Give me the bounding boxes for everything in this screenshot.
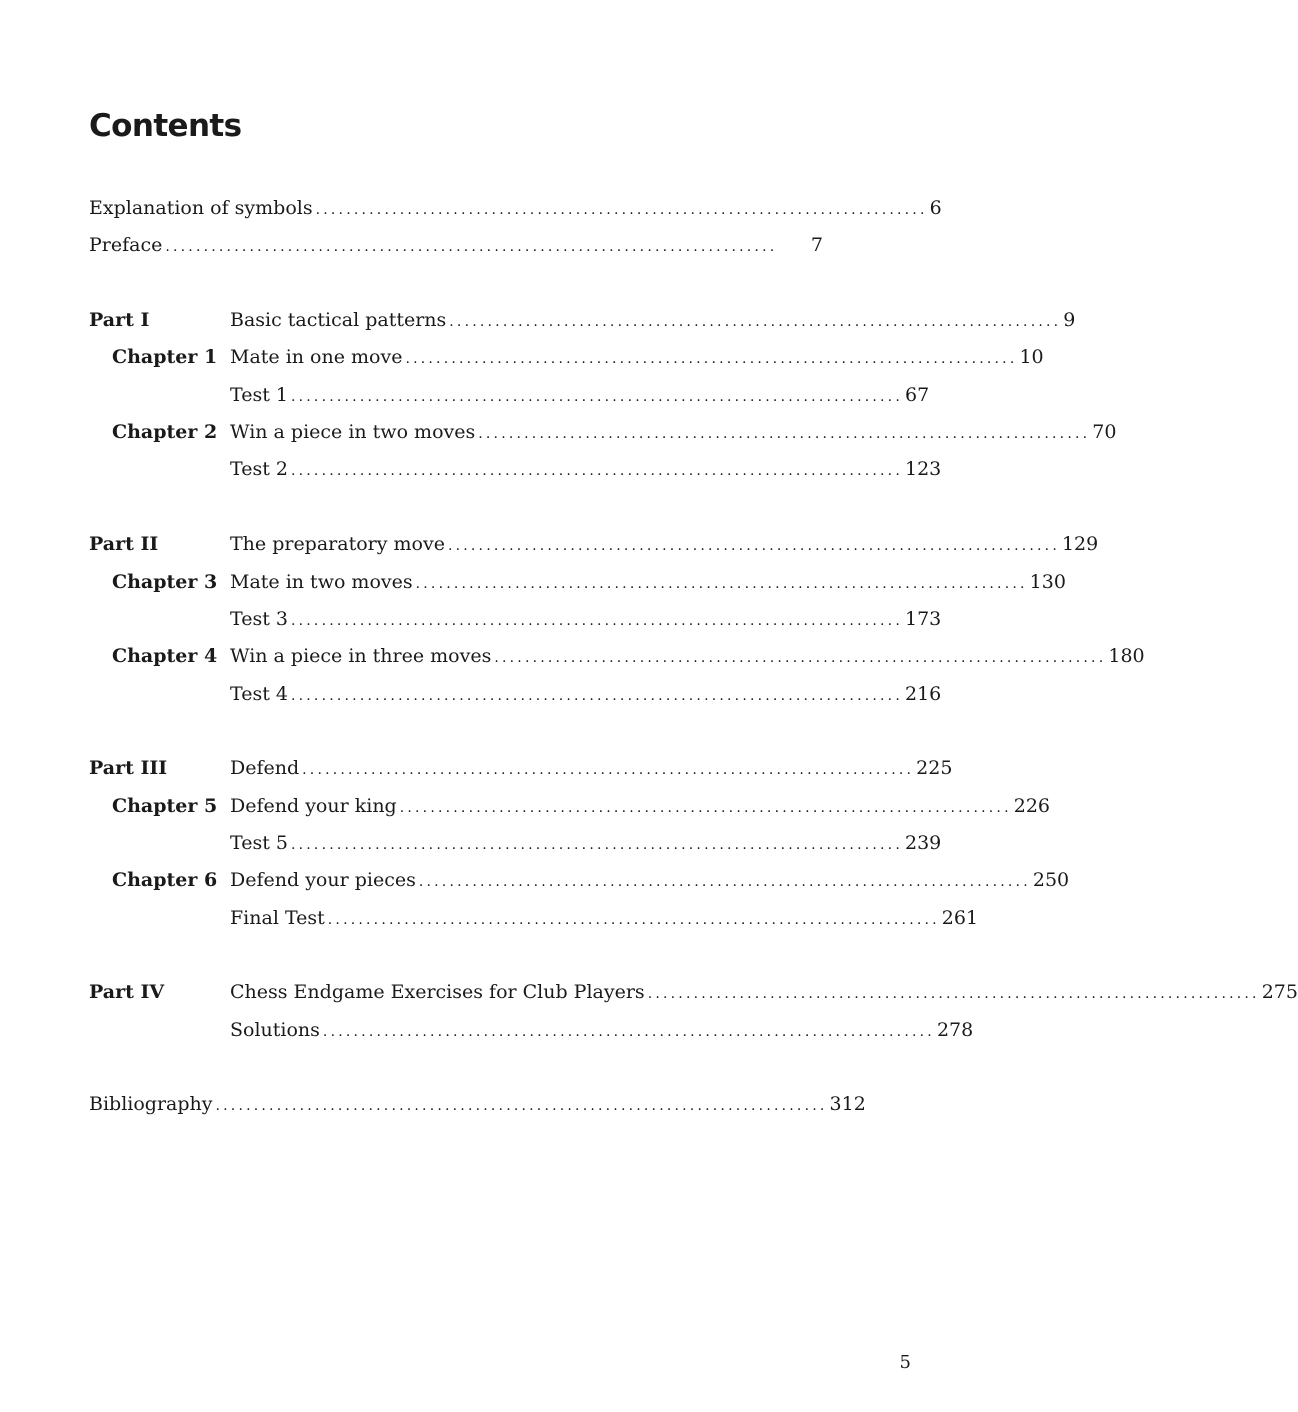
toc-entry-line [230,380,930,412]
chapter-label: Chapter 1 [112,346,218,368]
toc-test-5[interactable] [89,828,942,858]
toc-entry-page: 275 [1261,981,1298,1003]
chapter-label: Chapter 4 [112,645,218,667]
toc-entry-line [230,342,1044,374]
toc-entry-line [230,604,942,636]
toc-chapter-6[interactable] [89,865,1070,895]
part-label: Part II [89,533,159,555]
toc-test-1[interactable] [89,380,930,410]
toc-entry-line [230,1015,974,1047]
dot-leader: ................................................................................ [494,650,1107,666]
toc-entry-title: Defend your pieces [230,869,416,891]
chapter-label: Chapter 3 [112,571,218,593]
dot-leader: ................................................................................ [327,912,940,928]
toc-entry-title: Final Test [230,907,325,929]
toc-entry-page: 9 [1063,309,1076,331]
dot-leader: ................................................................................ [405,351,1018,367]
toc-entry-page: 70 [1092,421,1117,443]
toc-chapter-2[interactable] [89,417,1117,447]
toc-entry-line [230,567,1066,599]
toc-entry-line [230,305,1076,337]
toc-entry-line [89,193,942,225]
dot-leader: ................................................................................ [449,314,1062,330]
toc-entry-title: Explanation of symbols [89,197,313,219]
toc-entry-line [89,230,823,262]
dot-leader: ................................................................................ [418,874,1031,890]
toc-entry-preface[interactable] [89,230,823,260]
toc-entry-title: Test 2 [230,458,288,480]
toc-entry-line [230,454,942,486]
toc-entry-bibliography[interactable] [89,1089,866,1119]
chapter-label: Chapter 5 [112,795,218,817]
toc-entry-page: 216 [904,683,942,705]
toc-entry-title: Win a piece in three moves [230,645,492,667]
toc-entry-page: 226 [1013,795,1050,817]
dot-leader: ................................................................................ [215,1098,828,1114]
part-label: Part I [89,309,150,331]
toc-test-2[interactable] [89,454,942,484]
chapter-label: Chapter 2 [112,421,218,443]
toc-part-2[interactable] [89,529,1099,559]
toc-chapter-1[interactable] [89,342,1044,372]
toc-entry-page: 10 [1019,346,1044,368]
dot-leader: ................................................................................ [290,688,903,704]
dot-leader: ................................................................................ [322,1024,935,1040]
toc-entry-line [230,977,1298,1009]
toc-entry-title: Preface [89,234,163,256]
toc-part-1[interactable] [89,305,1076,335]
dot-leader: ................................................................................ [447,538,1060,554]
toc-entry-line [230,865,1070,897]
toc-entry-page: 130 [1029,571,1066,593]
toc-entry-page: 6 [929,197,942,219]
toc-entry-title: Mate in two moves [230,571,413,593]
toc-entry-page: 261 [941,907,979,929]
toc-entry-title: Test 3 [230,608,288,630]
toc-entry-line [230,791,1050,823]
toc-entry-explanation[interactable] [89,193,942,223]
toc-entry-page: 67 [904,384,930,406]
toc-part-4[interactable] [89,977,1298,1007]
toc-entry-title: Test 1 [230,384,288,406]
toc-entry-line [230,641,1145,673]
page-number: 5 [899,1352,911,1373]
toc-entry-page: 250 [1032,869,1070,891]
toc-entry-title: Mate in one move [230,346,403,368]
toc-entry-line [230,679,942,711]
dot-leader: ................................................................................ [478,426,1091,442]
dot-leader: ................................................................................ [647,986,1260,1002]
dot-leader: ................................................................................ [315,202,928,218]
toc-entry-page: 312 [829,1093,866,1115]
dot-leader: ................................................................................ [290,613,903,629]
toc-entry-line [89,1089,866,1121]
dot-leader: ................................................................................ [290,389,903,405]
toc-entry-title: Solutions [230,1019,320,1041]
dot-leader: ................................................................................ [290,837,903,853]
dot-leader: ................................................................................ [302,762,915,778]
toc-chapter-3[interactable] [89,567,1066,597]
part-label: Part IV [89,981,165,1003]
dot-leader: ................................................................................ [415,576,1028,592]
toc-entry-line [230,529,1099,561]
toc-test-3[interactable] [89,604,942,634]
toc-entry-title: Test 4 [230,683,288,705]
toc-final-test[interactable] [89,903,979,933]
dot-leader: ................................................................................ [165,239,778,255]
toc-entry-page: 7 [810,234,823,256]
toc-entry-title: Defend [230,757,300,779]
toc-entry-page: 278 [936,1019,974,1041]
toc-entry-page: 123 [904,458,942,480]
toc-entry-title: Bibliography [89,1093,213,1115]
page-title: Contents [89,108,242,144]
toc-solutions[interactable] [89,1015,974,1045]
dot-leader: ................................................................................ [290,463,903,479]
dot-leader: ................................................................................ [399,800,1012,816]
toc-entry-title: Win a piece in two moves [230,421,476,443]
toc-entry-line [230,417,1117,449]
toc-entry-line [230,828,942,860]
toc-entry-page: 180 [1108,645,1145,667]
toc-entry-title: Chess Endgame Exercises for Club Players [230,981,645,1003]
toc-entry-page: 225 [916,757,953,779]
toc-part-3[interactable] [89,753,953,783]
toc-entry-page: 129 [1061,533,1099,555]
toc-entry-line [230,903,979,935]
toc-entry-title: The preparatory move [230,533,445,555]
toc-chapter-4[interactable] [89,641,1145,671]
chapter-label: Chapter 6 [112,869,218,891]
toc-test-4[interactable] [89,679,942,709]
toc-chapter-5[interactable] [89,791,1050,821]
part-label: Part III [89,757,168,779]
toc-entry-title: Basic tactical patterns [230,309,447,331]
toc-entry-page: 239 [904,832,942,854]
toc-entry-title: Defend your king [230,795,397,817]
toc-entry-title: Test 5 [230,832,288,854]
toc-entry-page: 173 [904,608,942,630]
toc-entry-line [230,753,953,785]
